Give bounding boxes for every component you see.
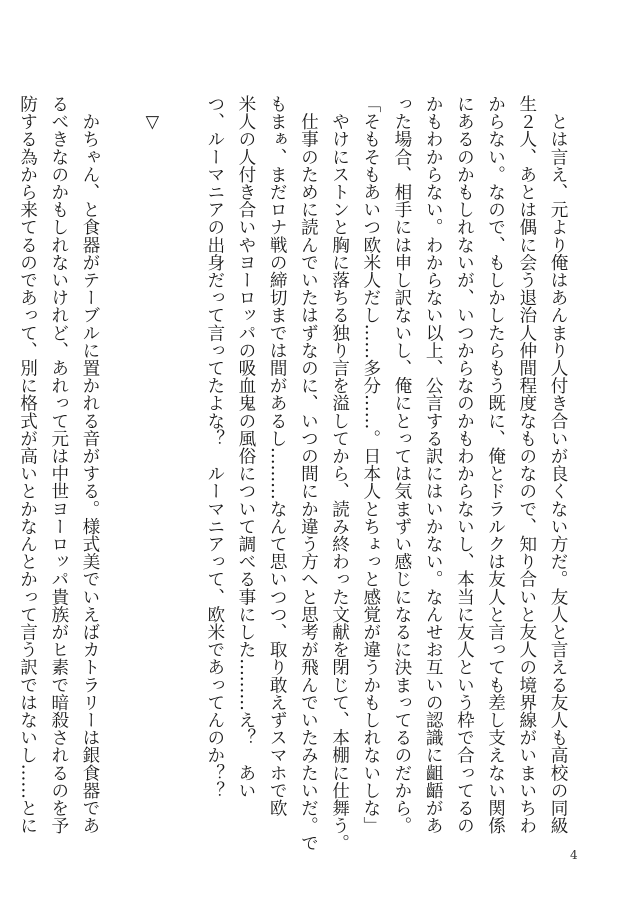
text-line-6: った場合、相手には申し訳ないし、俺にとっては気まずい感じになるに決まってるのだから。 (391, 95, 412, 835)
page-number: 4 (570, 848, 578, 862)
text-line-11: 米人の人付き合いやヨーロッパの吸血鬼の風俗について調べる事にした………え？ あい (235, 95, 256, 799)
text-line-16: かちゃん、と食器がテーブルに置かれる音がする。様式美でいえばカトラリーは銀食器であ (79, 95, 100, 835)
text-line-4: にあるのかもしれないが、いつからなのかもわからないし、本当に友人という枠で合ってるの (454, 95, 475, 835)
blank-line (167, 95, 198, 813)
text-line-7: 「そもそもあいつ欧米人だし……多分……。日本人とちょっと感覚が違うかもしれないしな」 (360, 95, 381, 835)
blank-line (105, 95, 136, 813)
text-line-10: もまぁ、まだロナ戦の締切までは間があるし………なんて思いつつ、取り敢えずスマホで欧 (267, 95, 288, 817)
text-line-3: からない。なので、もしかしたらもう既に、俺とドラルクは友人と言っても差し支えない関係 (485, 95, 506, 835)
text-line-1: とは言え、元より俺はあんまり人付き合いが良くない方だ。友人と言える友人も高校の同級 (548, 95, 568, 835)
text-line-18: 防する為から来てるのであって、別に格式が高いとかなんとかって言う訳ではないし……とに (17, 95, 38, 835)
text-line-2: 生２人、あとは偶に会う退治人仲間程度なものなので、知り合いと友人の境界線がいまいちわ (516, 95, 537, 835)
text-line-12: つ、ルーマニアの出身だって言ってたよな？ ルーマニアって、欧米であってんのか？？ (204, 95, 225, 799)
text-line-8: やけにストンと胸に落ちる独り言を溢してから、読み終わった文献を閉じて、本棚に仕舞う。 (329, 95, 350, 852)
text-line-9: 仕事のために読んでいたはずなのに、いつの間にか違う方へと思考が飛んでいたみたいだ。で (298, 95, 319, 852)
text-line-5: かもわからない。わからない以上、公言する訳にはいかない。なんせお互いの認識に齟齬があ (423, 95, 444, 835)
vertical-text-block (17, 95, 573, 852)
scene-break-marker: ▽ (142, 95, 163, 133)
text-line-17: るべきなのかもしれないけれど、あれって元は中世ヨーロッパ貴族がヒ素で暗殺されるのを予 (48, 95, 69, 835)
